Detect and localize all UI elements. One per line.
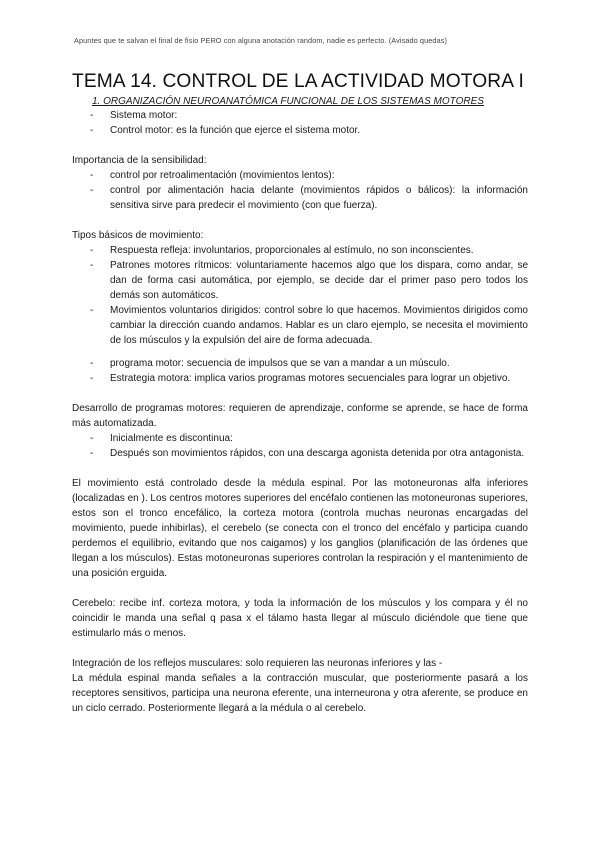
integracion-heading: Integración de los reflejos musculares: solo requieren las neuronas inferiores y las - <box>72 658 443 669</box>
list-item: - Inicialmente es discontinua: <box>110 431 528 446</box>
sensibilidad-list <box>72 168 528 213</box>
document-page <box>72 70 528 716</box>
list-item: - control por alimentación hacia delante (movimientos rápidos o bálicos): la información sensitiva sirve para predecir el movimiento (con que fuerza). <box>110 183 528 213</box>
list-item: - Respuesta refleja: involuntarios, proporcionales al estímulo, no son inconscientes. <box>110 243 528 258</box>
desarrollo-list <box>72 431 528 461</box>
cerebelo-paragraph: Cerebelo: recibe inf. corteza motora, y toda la información de los músculos y los compara y él no coincidir le manda una señal q pasa x el tálamo hasta llegar al músculo diciéndole que tiene que estimularlo más o menos. <box>72 598 528 639</box>
list-item: - control por retroalimentación (movimientos lentos): <box>110 168 528 183</box>
list-item: - Movimientos voluntarios dirigidos: control sobre lo que hacemos. Movimientos dirigidos como cambiar la dirección cuando andamos. Hablar es un claro ejemplo, se necesita el movimiento de los músculos y la expulsión del aire de forma adecuada. <box>110 303 528 348</box>
sensibilidad-intro: Importancia de la sensibilidad: <box>72 155 207 166</box>
movimiento-paragraph: El movimiento está controlado desde la médula espinal. Por las motoneuronas alfa inferiores (localizadas en ). Los centros motores superiores del encéfalo contienen las motoneuronas superiores, estos son el tronco encefálico, la corteza motora (controla muchas neuronas encargadas del movimiento, puede inhibirlas), el cerebelo (se conecta con el tronco del encéfalo y participa cuando perdemos el equilibrio, evitando que nos caigamos) y los ganglios (planificación de las órdenes que llegan a los músculos). Estas motoneuronas superiores controlan la respiración y el mantenimiento de una posición erguida. <box>72 478 528 579</box>
list-item: - Estrategia motora: implica varios programas motores secuenciales para lograr un objetivo. <box>110 371 528 386</box>
list-item: - Después son movimientos rápidos, con una descarga agonista detenida por otra antagonista. <box>110 446 528 461</box>
header-note: Apuntes que te salvan el final de fisio PERO con alguna anotación random, nadie es perfecto. (Avisado quedas) <box>74 36 447 45</box>
section-heading: 1. ORGANIZACIÓN NEUROANATÓMICA FUNCIONAL DE LOS SISTEMAS MOTORES <box>92 96 484 107</box>
desarrollo-intro: Desarrollo de programas motores: requieren de aprendizaje, conforme se aprende, se hace de forma más automatizada. <box>72 403 528 429</box>
tipos-list <box>72 243 528 348</box>
page-title: TEMA 14. CONTROL DE LA ACTIVIDAD MOTORA I <box>72 71 524 92</box>
list-item: - programa motor: secuencia de impulsos que se van a mandar a un músculo. <box>110 356 528 371</box>
section1-list <box>72 108 528 138</box>
list-item: - Control motor: es la función que ejerce el sistema motor. <box>110 123 528 138</box>
tipos-list-2 <box>72 356 528 386</box>
list-item: - Patrones motores rítmicos: voluntariamente hacemos algo que los dispara, como andar, se dan de forma casi automática, por ejemplo, se decide dar el primer paso pero todos los demás son automáticos. <box>110 258 528 303</box>
integracion-paragraph: La médula espinal manda señales a la contracción muscular, que posteriormente pasará a los receptores sensitivos, participa una neurona eferente, una interneurona y otra aferente, se produce en un ciclo cerrado. Posteriormente llegará a la médula o al cerebelo. <box>72 673 528 714</box>
tipos-intro: Tipos básicos de movimiento: <box>72 230 204 241</box>
list-item: - Sistema motor: <box>110 108 528 123</box>
